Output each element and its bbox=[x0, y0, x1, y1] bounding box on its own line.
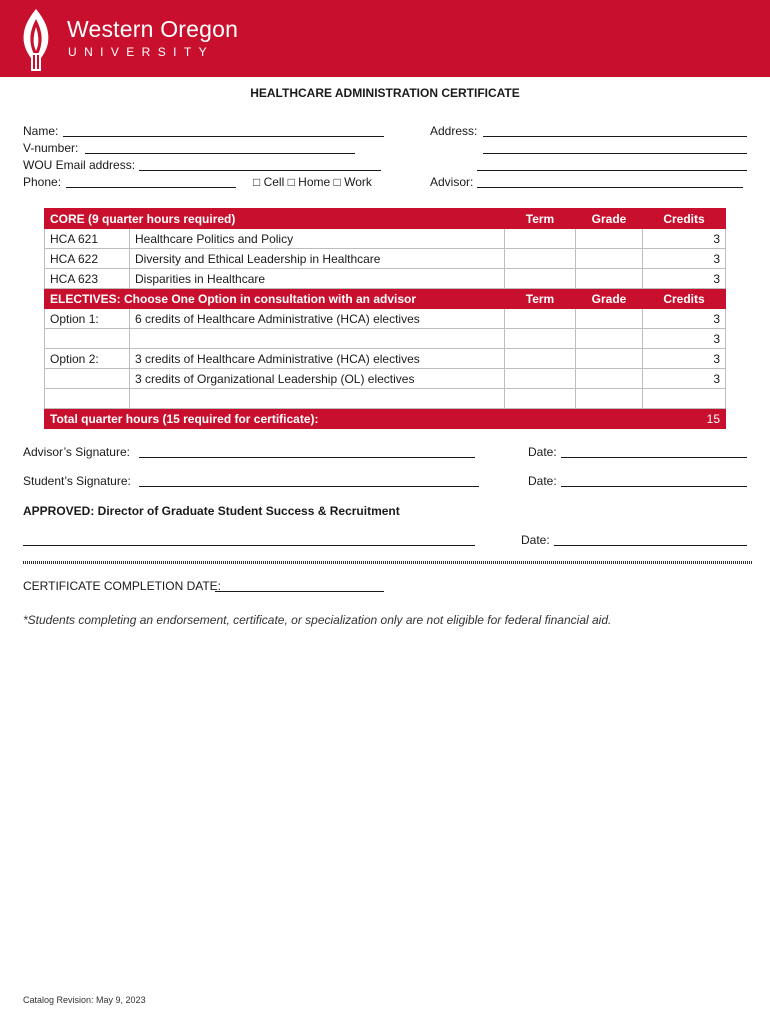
course-title: Diversity and Ethical Leadership in Healthcare bbox=[130, 249, 505, 269]
total-term-cell bbox=[505, 409, 576, 429]
term-cell[interactable] bbox=[505, 329, 576, 349]
table-row bbox=[45, 269, 726, 289]
credits-cell: 3 bbox=[643, 249, 726, 269]
credits-cell: 3 bbox=[643, 309, 726, 329]
total-grade-cell bbox=[576, 409, 643, 429]
total-label: Total quarter hours (15 required for certificate): bbox=[45, 409, 505, 429]
grade-cell[interactable] bbox=[576, 229, 643, 249]
table-row bbox=[45, 369, 726, 389]
grade-cell[interactable] bbox=[576, 329, 643, 349]
table-row bbox=[45, 329, 726, 349]
advisor-signature-field[interactable] bbox=[139, 457, 475, 458]
university-name: Western Oregon bbox=[67, 16, 239, 42]
student-date-label: Date: bbox=[528, 474, 557, 488]
student-date-field[interactable] bbox=[561, 486, 747, 487]
table-row bbox=[45, 349, 726, 369]
term-header: Term bbox=[505, 209, 576, 229]
course-title: Disparities in Healthcare bbox=[130, 269, 505, 289]
core-header-row bbox=[45, 209, 726, 229]
grade-cell[interactable] bbox=[576, 309, 643, 329]
table-row bbox=[45, 309, 726, 329]
director-signature-field[interactable] bbox=[23, 545, 475, 546]
empty-cell bbox=[45, 389, 130, 409]
advisor-date-label: Date: bbox=[528, 445, 557, 459]
address-field-line-1[interactable] bbox=[483, 136, 747, 137]
course-code: HCA 623 bbox=[45, 269, 130, 289]
credits-cell: 3 bbox=[643, 329, 726, 349]
total-value: 15 bbox=[643, 409, 726, 429]
term-cell[interactable] bbox=[505, 229, 576, 249]
elective-description: 3 credits of Organizational Leadership (OL) electives bbox=[130, 369, 505, 389]
course-title: Healthcare Politics and Policy bbox=[130, 229, 505, 249]
total-row bbox=[45, 409, 726, 429]
grade-cell[interactable] bbox=[576, 249, 643, 269]
header-banner bbox=[0, 0, 770, 77]
approved-label: APPROVED: Director of Graduate Student Success & Recruitment bbox=[23, 504, 400, 518]
empty-cell bbox=[130, 389, 505, 409]
director-date-field[interactable] bbox=[554, 545, 747, 546]
vnumber-label: V-number: bbox=[23, 141, 79, 155]
grade-cell[interactable] bbox=[576, 349, 643, 369]
completion-date-label: CERTIFICATE COMPLETION DATE: bbox=[23, 579, 222, 593]
catalog-revision: Catalog Revision: May 9, 2023 bbox=[23, 995, 146, 1005]
advisor-signature-label: Advisor’s Signature: bbox=[23, 445, 130, 459]
phone-field[interactable] bbox=[66, 187, 236, 188]
grade-cell[interactable] bbox=[576, 269, 643, 289]
credits-header: Credits bbox=[643, 289, 726, 309]
director-date-label: Date: bbox=[521, 533, 550, 547]
university-subtitle: UNIVERSITY bbox=[68, 45, 215, 59]
table-row bbox=[45, 249, 726, 269]
name-field[interactable] bbox=[63, 136, 384, 137]
grade-header: Grade bbox=[576, 209, 643, 229]
option-label: Option 2: bbox=[45, 349, 130, 369]
option-label bbox=[45, 329, 130, 349]
elective-description: 6 credits of Healthcare Administrative (HCA) electives bbox=[130, 309, 505, 329]
term-cell[interactable] bbox=[505, 389, 576, 409]
name-label: Name: bbox=[23, 124, 59, 138]
elective-description: 3 credits of Healthcare Administrative (HCA) electives bbox=[130, 349, 505, 369]
electives-header: ELECTIVES: Choose One Option in consultation with an advisor bbox=[45, 289, 505, 309]
term-header: Term bbox=[505, 289, 576, 309]
student-signature-field[interactable] bbox=[139, 486, 479, 487]
phone-type-options[interactable]: □ Cell □ Home □ Work bbox=[253, 175, 372, 189]
grade-cell[interactable] bbox=[576, 389, 643, 409]
student-signature-label: Student’s Signature: bbox=[23, 474, 131, 488]
address-field-line-3[interactable] bbox=[477, 170, 747, 171]
email-field[interactable] bbox=[139, 170, 381, 171]
credits-cell bbox=[643, 389, 726, 409]
option-label bbox=[45, 369, 130, 389]
completion-date-field[interactable] bbox=[215, 591, 384, 592]
address-field-line-2[interactable] bbox=[483, 153, 747, 154]
credits-cell: 3 bbox=[643, 229, 726, 249]
credits-cell: 3 bbox=[643, 269, 726, 289]
advisor-date-field[interactable] bbox=[561, 457, 747, 458]
torch-icon bbox=[14, 7, 58, 73]
table-row bbox=[45, 229, 726, 249]
email-label: WOU Email address: bbox=[23, 158, 136, 172]
option-label: Option 1: bbox=[45, 309, 130, 329]
term-cell[interactable] bbox=[505, 349, 576, 369]
credits-cell: 3 bbox=[643, 369, 726, 389]
course-table bbox=[44, 208, 726, 429]
grade-header: Grade bbox=[576, 289, 643, 309]
page-title: HEALTHCARE ADMINISTRATION CERTIFICATE bbox=[250, 86, 520, 100]
electives-header-row bbox=[45, 289, 726, 309]
table-row bbox=[45, 389, 726, 409]
term-cell[interactable] bbox=[505, 249, 576, 269]
term-cell[interactable] bbox=[505, 369, 576, 389]
course-code: HCA 621 bbox=[45, 229, 130, 249]
course-code: HCA 622 bbox=[45, 249, 130, 269]
credits-header: Credits bbox=[643, 209, 726, 229]
dotted-divider bbox=[23, 561, 753, 564]
credits-cell: 3 bbox=[643, 349, 726, 369]
financial-aid-note: *Students completing an endorsement, certificate, or specialization only are not eligible for federal financial aid. bbox=[23, 613, 612, 627]
elective-description bbox=[130, 329, 505, 349]
term-cell[interactable] bbox=[505, 269, 576, 289]
address-label: Address: bbox=[430, 124, 478, 138]
vnumber-field[interactable] bbox=[85, 153, 355, 154]
term-cell[interactable] bbox=[505, 309, 576, 329]
advisor-label: Advisor: bbox=[430, 175, 474, 189]
core-header: CORE (9 quarter hours required) bbox=[45, 209, 505, 229]
advisor-field[interactable] bbox=[477, 187, 743, 188]
phone-label: Phone: bbox=[23, 175, 62, 189]
grade-cell[interactable] bbox=[576, 369, 643, 389]
